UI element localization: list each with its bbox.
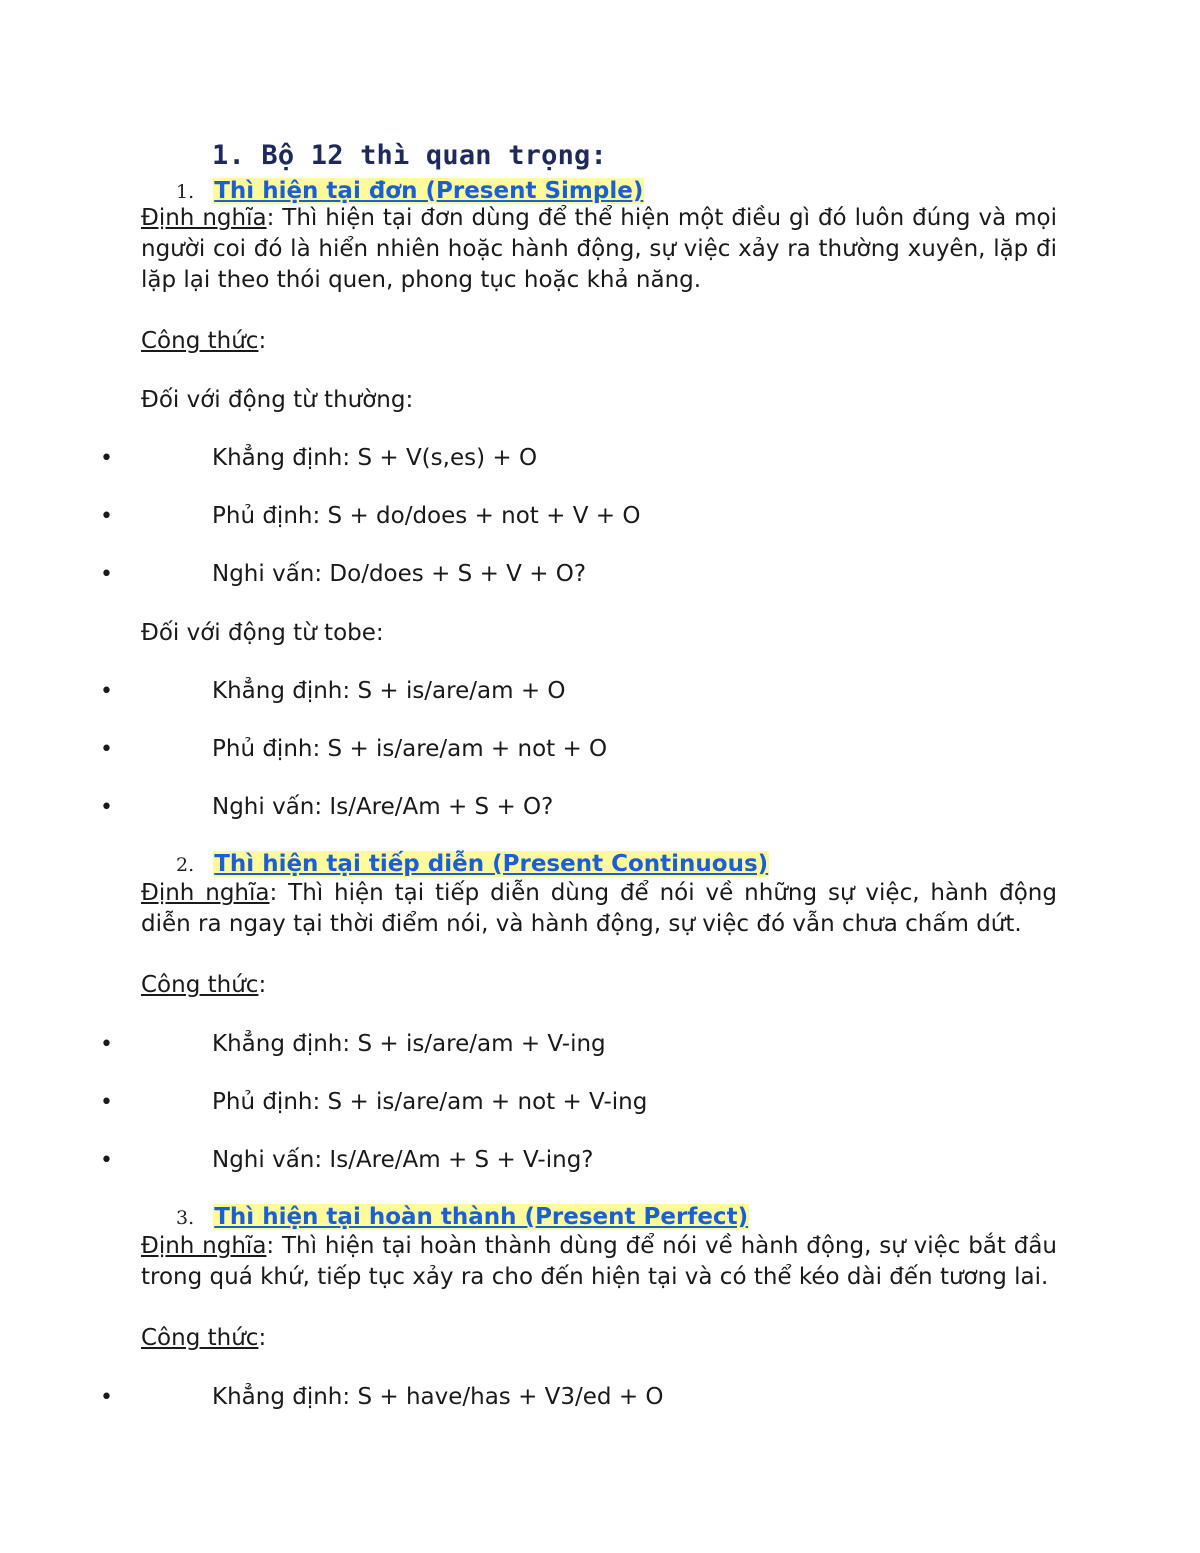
formula-colon: : [258,972,267,998]
bullet-icon: • [100,504,113,529]
list-item: Phủ định: S + is/are/am + not + V-ing [212,1089,648,1115]
formula-colon: : [258,328,267,354]
section-1-heading [176,178,644,204]
list-item: Khẳng định: S + is/are/am + V-ing [212,1031,606,1057]
formula-label-line [141,326,266,357]
formula-label: Công thức [141,1325,259,1351]
list-item: Khẳng định: S + have/has + V3/ed + O [212,1384,664,1410]
definition-paragraph [141,1231,1057,1293]
section-title-link[interactable]: Thì hiện tại tiếp diễn (Present Continuous) [214,851,769,877]
bullet-icon: • [100,1032,113,1057]
definition-text: : Thì hiện tại hoàn thành dùng để nói về hành động, sự việc bắt đầu trong quá khứ, tiếp tục xảy ra cho đến hiện tại và có thể kéo dài đến tương lai. [141,1233,1057,1290]
list-item: Phủ định: S + is/are/am + not + O [212,736,608,762]
formula-label: Công thức [141,972,259,998]
formula-label-line [141,1323,266,1354]
section-3-heading [176,1204,749,1230]
bullet-icon: • [100,562,113,587]
definition-paragraph [141,878,1057,940]
definition-paragraph [141,203,1057,296]
section-number: 1. [176,181,195,203]
list-item: Nghi vấn: Is/Are/Am + S + O? [212,794,554,820]
page-title: 1. Bộ 12 thì quan trọng: [212,140,607,171]
formula-colon: : [258,1325,267,1351]
bullet-icon: • [100,1385,113,1410]
list-item: Khẳng định: S + is/are/am + O [212,678,566,704]
bullet-icon: • [100,1090,113,1115]
list-item: Nghi vấn: Is/Are/Am + S + V-ing? [212,1147,594,1173]
section-title-link[interactable]: Thì hiện tại đơn (Present Simple) [214,178,644,204]
list-item: Phủ định: S + do/does + not + V + O [212,503,641,529]
list-item: Nghi vấn: Do/does + S + V + O? [212,561,587,587]
bullet-icon: • [100,737,113,762]
bullet-icon: • [100,795,113,820]
definition-label: Định nghĩa [141,1233,267,1259]
bullet-icon: • [100,679,113,704]
definition-label: Định nghĩa [141,880,270,906]
definition-text: : Thì hiện tại tiếp diễn dùng để nói về những sự việc, hành động diễn ra ngay tại thời điểm nói, và hành động, sự việc đó vẫn chưa chấm dứt. [141,880,1057,937]
section-number: 3. [176,1207,195,1229]
formula-label: Công thức [141,328,259,354]
bullet-icon: • [100,1148,113,1173]
definition-label: Định nghĩa [141,205,267,231]
list-item: Khẳng định: S + V(s,es) + O [212,445,538,471]
bullet-icon: • [100,446,113,471]
section-2-heading [176,851,769,877]
group-heading: Đối với động từ tobe: [141,620,384,646]
group-heading: Đối với động từ thường: [141,387,414,413]
section-title-link[interactable]: Thì hiện tại hoàn thành (Present Perfect) [214,1204,749,1230]
formula-label-line [141,970,266,1001]
definition-text: : Thì hiện tại đơn dùng để thể hiện một điều gì đó luôn đúng và mọi người coi đó là hiển nhiên hoặc hành động, sự việc xảy ra thường xuyên, lặp đi lặp lại theo thói quen, phong tục hoặc khả năng. [141,205,1057,293]
section-number: 2. [176,854,195,876]
